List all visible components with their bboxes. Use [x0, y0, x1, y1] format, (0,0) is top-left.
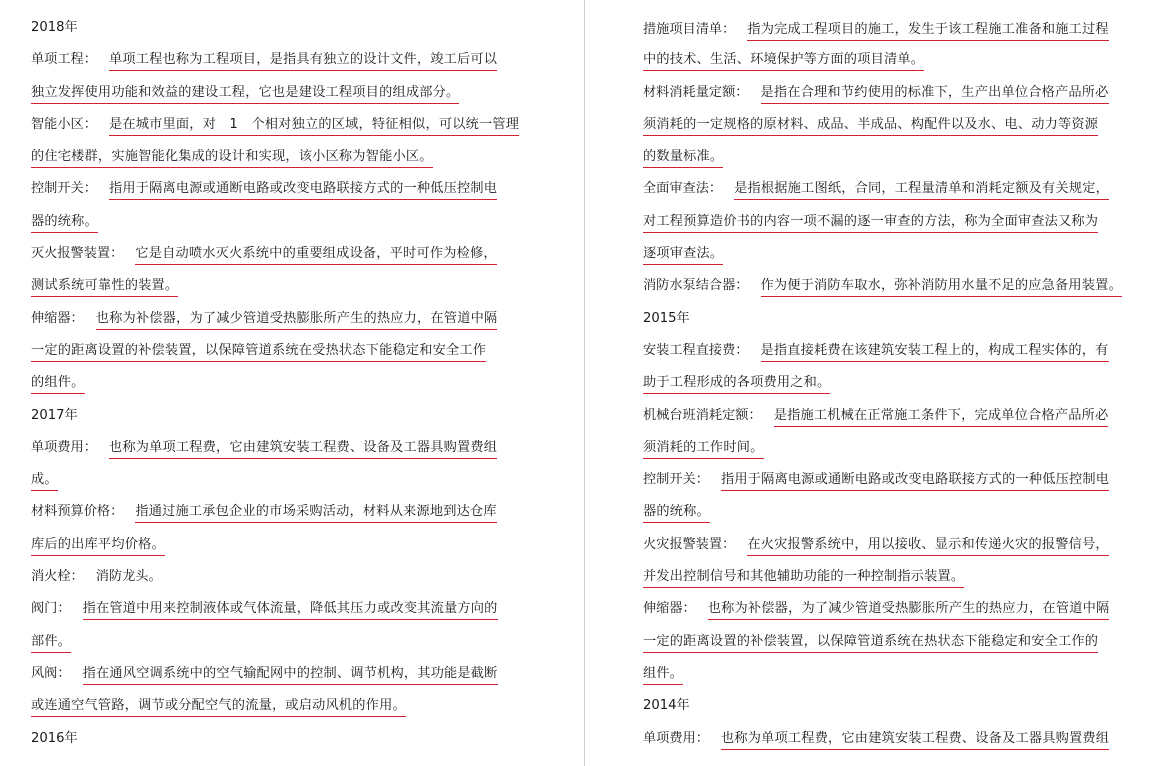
glossary-entry [643, 258, 1163, 294]
term-label: 控制开关： [643, 472, 709, 488]
term-label: 伸缩器： [31, 310, 84, 326]
definition-line: 指通过施工承包企业的市场采购活动，材料从来源地到达仓库 [135, 505, 496, 523]
definition-line: 是指施工机械在正常施工条件下，完成单位合格产品所必 [774, 409, 1109, 427]
definition-line: 是指在合理和节约使用的标准下，生产出单位合格产品所必 [761, 86, 1109, 104]
definition-line: 也称为单项工程费，它由建筑安装工程费、设备及工器具购置费组 [721, 732, 1109, 750]
definition-line: 中的技术、生活、环境保护等方面的项目清单。 [643, 53, 924, 71]
definition-line: 测试系统可靠性的装置。 [31, 279, 178, 297]
glossary-entry [643, 388, 1163, 453]
glossary-entry [31, 226, 584, 294]
term-label: 火灾报警装置： [643, 536, 736, 552]
glossary-entry [643, 452, 1163, 520]
term-label: 材料消耗量定额： [643, 84, 749, 100]
glossary-entry [643, 581, 1163, 681]
glossary-entry [31, 420, 584, 488]
glossary-entry [31, 97, 584, 165]
definition-line: 独立发挥使用功能和效益的建设工程，它也是建设工程项目的组成部分。 [31, 86, 459, 104]
term-label: 材料预算价格： [31, 504, 124, 520]
definition-line: 作为便于消防车取水，弥补消防用水量不足的应急备用装置。 [761, 279, 1122, 297]
year-text: 2017年 [31, 407, 78, 423]
term-label: 灭火报警装置： [31, 246, 124, 262]
definition-line: 消防龙头。 [95, 569, 162, 585]
right-page [586, 0, 1163, 766]
year-heading [643, 291, 1163, 326]
year-heading [31, 711, 584, 746]
definition-line: 助于工程形成的各项费用之和。 [643, 376, 830, 394]
definition-line: 须消耗的工作时间。 [643, 441, 764, 459]
definition-line: 指在管道中用来控制液体或气体流量，降低其压力或改变其流量方向的 [83, 602, 498, 620]
term-label: 单项工程： [31, 52, 97, 68]
definition-line: 部件。 [31, 635, 71, 653]
glossary-entry [643, 517, 1163, 585]
definition-line: 成。 [31, 473, 58, 491]
glossary-entry [31, 581, 584, 649]
term-label: 控制开关： [31, 181, 97, 197]
definition-line: 逐项审查法。 [643, 247, 723, 265]
term-label: 智能小区： [31, 116, 97, 132]
term-label: 风阀： [31, 665, 71, 681]
definition-line: 器的统称。 [31, 215, 98, 233]
glossary-entry [31, 291, 584, 391]
definition-line: 的数量标准。 [643, 150, 723, 168]
definition-line: 对工程预算造价书的内容一项不漏的逐一审查的方法，称为全面审查法又称为 [643, 215, 1098, 233]
definition-line: 是指直接耗费在该建筑安装工程上的，构成工程实体的，有 [761, 344, 1109, 362]
term-label: 全面审查法： [643, 181, 723, 197]
term-label: 机械台班消耗定额： [643, 407, 762, 423]
term-label: 措施项目清单： [643, 22, 736, 37]
year-heading [31, 388, 584, 423]
definition-line: 是指根据施工图纸，合同，工程量清单和消耗定额及有关规定， [734, 182, 1109, 200]
definition-line: 也称为补偿器，为了减少管道受热膨胀所产生的热应力，在管道中隔 [708, 602, 1110, 620]
year-heading [643, 678, 1163, 714]
term-label: 消火栓： [31, 569, 84, 585]
definition-line: 也称为补偿器，为了减少管道受热膨胀所产生的热应力，在管道中隔 [96, 312, 498, 330]
definition-line: 指用于隔离电源或通断电路或改变电路联接方式的一种低压控制电 [109, 182, 497, 200]
glossary-entry [31, 549, 584, 585]
definition-line: 在火灾报警系统中，用以接收、显示和传递火灾的报警信号， [747, 538, 1108, 556]
glossary-entry [643, 161, 1163, 262]
definition-line: 须消耗的一定规格的原材料、成品、半成品、构配件以及水、电、动力等资源 [643, 118, 1098, 136]
glossary-entry [31, 646, 584, 714]
year-heading [31, 0, 584, 35]
definition-line: 的住宅楼群，实施智能化集成的设计和实现，该小区称为智能小区。 [31, 150, 433, 168]
term-label: 伸缩器： [643, 601, 696, 617]
definition-line: 也称为单项工程费，它由建筑安装工程费、设备及工器具购置费组 [109, 441, 497, 459]
glossary-entry [643, 0, 1163, 68]
definition-line: 一定的距离设置的补偿装置，以保障管道系统在热状态下能稳定和安全工作的 [643, 635, 1098, 653]
term-label: 单项费用： [31, 439, 97, 455]
glossary-entry [643, 323, 1163, 391]
definition-line: 它是自动喷水灭火系统中的重要组成设备，平时可作为检修， [135, 247, 496, 265]
definition-line: 是在城市里面，对 1 个相对独立的区域，特征相似，可以统一管理 [109, 118, 519, 136]
glossary-entry [643, 711, 1163, 746]
term-label: 安装工程直接费： [643, 342, 749, 358]
definition-line: 指在通风空调系统中的空气输配网中的控制、调节机构，其功能是截断 [83, 667, 498, 685]
definition-line: 库后的出库平均价格。 [31, 538, 165, 556]
glossary-entry [31, 484, 584, 552]
term-label: 阀门： [31, 601, 71, 617]
definition-line: 或连通空气管路，调节或分配空气的流量，或启动风机的作用。 [31, 699, 406, 717]
page-divider [584, 0, 585, 766]
year-text: 2016年 [31, 730, 78, 746]
glossary-entry [31, 32, 584, 100]
glossary-entry [643, 65, 1163, 165]
definition-line: 指为完成工程项目的施工，发生于该工程施工准备和施工过程 [747, 23, 1108, 41]
definition-line: 并发出控制信号和其他辅助功能的一种控制指示装置。 [643, 570, 964, 588]
year-text: 2015年 [643, 310, 690, 326]
definition-line: 的组件。 [31, 376, 85, 394]
definition-line: 器的统称。 [643, 505, 710, 523]
year-text: 2014年 [643, 698, 690, 714]
term-label: 单项费用： [643, 730, 709, 746]
definition-line: 指用于隔离电源或通断电路或改变电路联接方式的一种低压控制电 [721, 473, 1109, 491]
term-label: 消防水泵结合器： [643, 278, 749, 294]
glossary-entry [31, 161, 584, 229]
definition-line: 单项工程也称为工程项目，是指具有独立的设计文件，竣工后可以 [109, 53, 497, 71]
definition-line: 一定的距离设置的补偿装置，以保障管道系统在受热状态下能稳定和安全工作 [31, 344, 486, 362]
year-text: 2018年 [31, 20, 78, 35]
definition-line: 组件。 [643, 667, 683, 685]
